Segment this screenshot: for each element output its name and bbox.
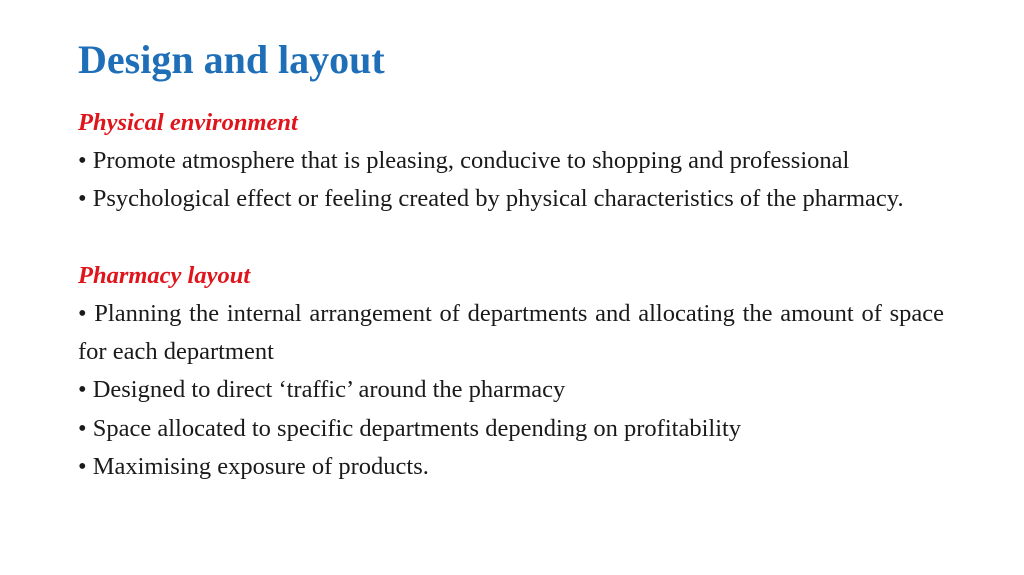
bullet-item: • Planning the internal arrangement of departments and allocating the amount of space for each department	[78, 300, 944, 366]
bullet-item: • Designed to direct ‘traffic’ around the pharmacy	[78, 376, 566, 404]
section-heading: Physical environment	[78, 109, 298, 136]
section-pharmacy-layout	[78, 257, 944, 486]
section-spacer	[78, 219, 944, 257]
slide-content	[78, 104, 944, 486]
section-physical-environment	[78, 104, 944, 219]
bullet-item: • Space allocated to specific departments depending on profitability	[78, 414, 742, 442]
bullet-item: • Promote atmosphere that is pleasing, conducive to shopping and professional	[78, 147, 850, 175]
bullet-item: • Maximising exposure of products.	[78, 452, 429, 480]
bullet-item: • Psychological effect or feeling created by physical characteristics of the pharmacy.	[78, 185, 904, 213]
section-heading: Pharmacy layout	[78, 261, 251, 289]
slide-title: Design and layout	[78, 37, 385, 82]
